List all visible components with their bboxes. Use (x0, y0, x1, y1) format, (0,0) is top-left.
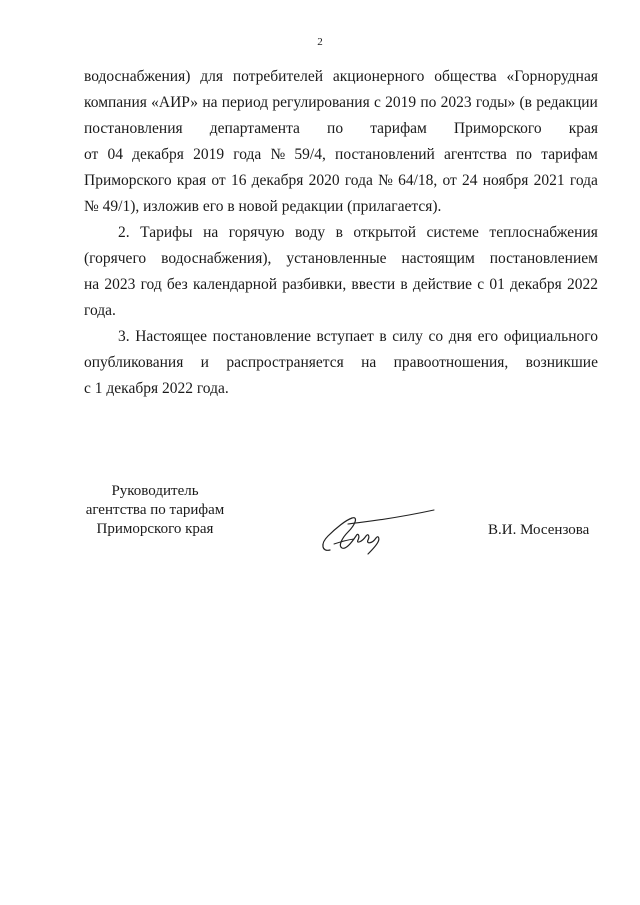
text-word: тарифам (541, 146, 598, 163)
text-word: теплоснабжения (489, 224, 598, 241)
text-line (84, 64, 598, 90)
text-word: года (344, 172, 373, 189)
text-line (84, 324, 598, 350)
text-word: потребителей (232, 68, 324, 85)
text-word: 2020 (308, 172, 340, 189)
text-word: департамента (209, 120, 300, 137)
text-word: 64/18, (398, 172, 438, 189)
signatory-title (70, 482, 240, 539)
text-word: 3. (118, 328, 130, 345)
text-word: силу (392, 328, 423, 345)
text-word: края (568, 120, 598, 137)
text-word: 2. (118, 224, 130, 241)
text-word: края (176, 172, 207, 189)
text-word: Тарифы (140, 224, 193, 241)
text-word: Приморского (84, 172, 172, 189)
text-word: 24 (462, 172, 478, 189)
text-word: (в (519, 94, 532, 111)
text-line (84, 168, 598, 194)
text-word: разбивки, (282, 276, 347, 293)
text-word: (горячего (84, 250, 147, 267)
text-word: с 1 декабря 2022 года. (84, 380, 229, 397)
text-word: общества (434, 68, 497, 85)
document-body (84, 64, 598, 402)
text-line (84, 272, 598, 298)
text-word: открытой (353, 224, 417, 241)
text-word: тарифам (370, 120, 427, 137)
text-word: вступает (316, 328, 374, 345)
text-word: без (166, 276, 188, 293)
text-word: по (420, 94, 437, 111)
handwritten-signature (318, 506, 436, 558)
text-word: его (477, 328, 499, 345)
text-word: акционерного (332, 68, 425, 85)
text-word: по (516, 146, 533, 163)
text-word: от (84, 146, 99, 163)
text-word: 2022 (566, 276, 598, 293)
text-word: с (373, 94, 381, 111)
text-word: Приморского (453, 120, 542, 137)
text-word: возникшие (525, 354, 598, 371)
text-line (84, 350, 598, 376)
text-word: по (327, 120, 344, 137)
text-word: период (221, 94, 269, 111)
text-word: постановлением (489, 250, 598, 267)
text-word: постановления (84, 120, 183, 137)
text-word: опубликования (84, 354, 184, 371)
signatory-name: В.И. Мосензова (488, 522, 590, 538)
text-word: 2019 (193, 146, 225, 163)
text-word: и (200, 354, 209, 371)
text-word: 16 (230, 172, 247, 189)
text-word: горячую (228, 224, 285, 241)
text-line (84, 298, 598, 324)
text-word: распространяется (226, 354, 344, 371)
text-word: агентства (444, 146, 507, 163)
text-word: постановление (212, 328, 311, 345)
text-word: ввести (351, 276, 396, 293)
text-word: 2019 (385, 94, 417, 111)
text-word: № 49/1), изложив его в новой редакции (прилагается). (84, 198, 442, 215)
text-word: водоснабжения) (84, 68, 191, 85)
page-number: 2 (317, 36, 323, 48)
text-word: 01 (489, 276, 505, 293)
text-word: компания (84, 94, 147, 111)
text-line (84, 142, 598, 168)
text-word: 59/4, (294, 146, 326, 163)
text-word: на (361, 354, 377, 371)
text-word: постановлений (335, 146, 435, 163)
text-word: на (84, 276, 100, 293)
text-word: от (211, 172, 226, 189)
text-word: № (270, 146, 286, 163)
text-word: системе (426, 224, 479, 241)
text-word: годы» (475, 94, 516, 111)
text-word: 04 (107, 146, 123, 163)
text-word: года. (84, 302, 116, 319)
text-word: от (442, 172, 457, 189)
text-word: официального (503, 328, 598, 345)
text-word: в (335, 224, 343, 241)
text-word: декабря (251, 172, 304, 189)
signatory-title-line: агентства по тарифам (85, 502, 225, 518)
text-word: № (378, 172, 393, 189)
text-word: «АИР» (151, 94, 199, 111)
text-line (84, 116, 598, 142)
text-word: с (477, 276, 485, 293)
text-word: «Горнорудная (506, 68, 598, 85)
text-word: водоснабжения), (161, 250, 272, 267)
text-word: в (400, 276, 408, 293)
text-line (84, 376, 598, 402)
text-word: 2023 (104, 276, 136, 293)
text-word: дня (448, 328, 472, 345)
text-line (84, 220, 598, 246)
text-word: для (200, 68, 223, 85)
text-word: декабря (510, 276, 562, 293)
text-word: настоящим (401, 250, 475, 267)
text-word: на (202, 94, 218, 111)
text-word: воду (294, 224, 326, 241)
text-word: на (203, 224, 219, 241)
text-word: редакции (536, 94, 598, 111)
text-word: Настоящее (135, 328, 207, 345)
text-line (84, 90, 598, 116)
text-line (84, 246, 598, 272)
text-word: года (233, 146, 262, 163)
text-word: декабря (132, 146, 184, 163)
text-word: ноября (482, 172, 529, 189)
text-word: действие (412, 276, 473, 293)
signatory-title-line: Руководитель (111, 483, 199, 499)
text-word: год (140, 276, 162, 293)
text-word: года (569, 172, 598, 189)
text-word: 2021 (533, 172, 565, 189)
text-word: правоотношения, (393, 354, 509, 371)
signatory-title-line: Приморского края (96, 521, 214, 537)
text-word: в (379, 328, 387, 345)
text-word: календарной (192, 276, 278, 293)
text-word: установленные (286, 250, 387, 267)
text-line (84, 194, 598, 220)
text-word: со (428, 328, 444, 345)
text-word: 2023 (440, 94, 472, 111)
text-word: регулирования (272, 94, 370, 111)
